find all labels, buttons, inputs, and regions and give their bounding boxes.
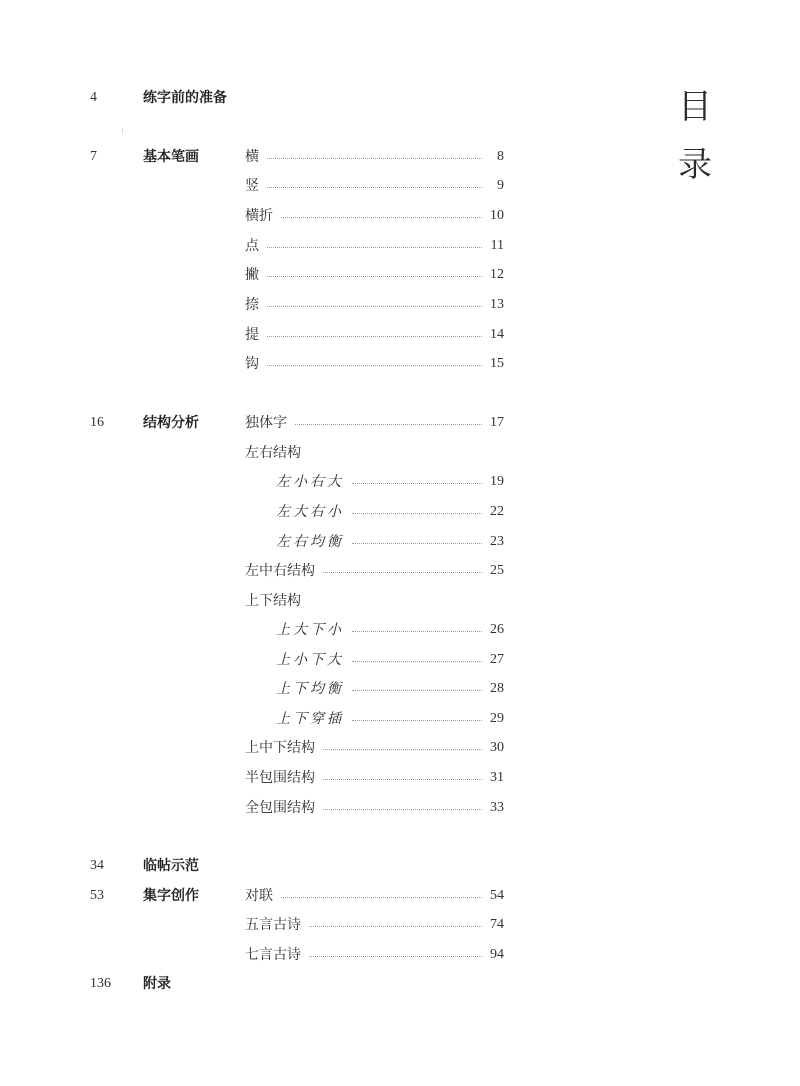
entry-page-number: 26: [490, 622, 504, 637]
entry-label: 上小下大: [276, 652, 344, 668]
entry-label: 捺: [245, 297, 259, 313]
toc-section[interactable]: [0, 854, 800, 878]
toc-entry-row[interactable]: [0, 470, 800, 494]
dot-leader: [267, 247, 482, 248]
toc-group-label: 左右结构: [245, 445, 301, 461]
toc-entry[interactable]: [245, 913, 504, 937]
dot-leader: [281, 897, 482, 898]
toc-subentry[interactable]: [276, 618, 504, 642]
dot-leader: [267, 158, 482, 159]
entry-page-number: 22: [490, 504, 504, 519]
dot-leader: [352, 631, 482, 632]
entry-label: 点: [245, 238, 259, 254]
toc-entry[interactable]: [245, 736, 504, 760]
toc-section[interactable]: [0, 884, 800, 908]
entry-page-number: 25: [490, 563, 504, 578]
entry-page-number: 12: [490, 267, 504, 282]
toc-entry[interactable]: [245, 884, 504, 908]
dot-leader: [352, 483, 482, 484]
entry-label: 上下穿插: [276, 711, 344, 727]
dot-leader: [323, 749, 482, 750]
entry-page-number: 9: [497, 178, 504, 193]
toc-entry-row[interactable]: [0, 174, 800, 198]
section-title: 练字前的准备: [143, 90, 227, 106]
entry-page-number: 17: [490, 415, 504, 430]
entry-label: 上中下结构: [245, 740, 315, 756]
entry-page-number: 31: [490, 770, 504, 785]
toc-entry[interactable]: [245, 293, 504, 317]
toc-section[interactable]: [0, 972, 800, 996]
toc-subentry[interactable]: [276, 707, 504, 731]
toc-entry-row[interactable]: [0, 263, 800, 287]
toc-entry[interactable]: [245, 943, 504, 967]
toc-entry[interactable]: [245, 766, 504, 790]
dot-leader: [281, 217, 482, 218]
entry-label: 撇: [245, 267, 259, 283]
dot-leader: [352, 690, 482, 691]
toc-entry-row[interactable]: [0, 766, 800, 790]
entry-label: 横折: [245, 208, 273, 224]
dot-leader: [267, 306, 482, 307]
dot-leader: [323, 572, 482, 573]
entry-label: 独体字: [245, 415, 287, 431]
entry-page-number: 11: [490, 238, 504, 253]
entry-label: 提: [245, 327, 259, 343]
toc-entry-row[interactable]: [0, 441, 800, 465]
dot-leader: [309, 956, 482, 957]
dot-leader: [323, 779, 482, 780]
entry-page-number: 94: [490, 947, 504, 962]
section-page-number: 7: [90, 149, 97, 164]
page-title-char-1: 目: [678, 87, 712, 127]
toc-entry[interactable]: [245, 234, 504, 258]
toc-entry-row[interactable]: [0, 796, 800, 820]
section-title: 结构分析: [143, 415, 199, 431]
toc-subentry[interactable]: [276, 500, 504, 524]
toc-entry[interactable]: [245, 145, 504, 169]
toc-entry-row[interactable]: [0, 204, 800, 228]
toc-entry[interactable]: [245, 204, 504, 228]
entry-page-number: 10: [490, 208, 504, 223]
entry-label: 五言古诗: [245, 917, 301, 933]
entry-label: 对联: [245, 888, 273, 904]
entry-label: 左大右小: [276, 504, 344, 520]
section-page-number: 53: [90, 888, 104, 903]
toc-entry-row[interactable]: [0, 500, 800, 524]
entry-page-number: 23: [490, 534, 504, 549]
dot-leader: [267, 336, 482, 337]
toc-entry-row[interactable]: [0, 943, 800, 967]
entry-page-number: 54: [490, 888, 504, 903]
section-page-number: 136: [90, 976, 111, 991]
dot-leader: [267, 276, 482, 277]
toc-section[interactable]: [0, 86, 800, 110]
toc-entry-row[interactable]: [0, 677, 800, 701]
toc-entry[interactable]: [245, 323, 504, 347]
toc-entry-row[interactable]: [0, 559, 800, 583]
dot-leader: [352, 720, 482, 721]
toc-entry-row[interactable]: [0, 648, 800, 672]
toc-entry-row[interactable]: [0, 323, 800, 347]
entry-label: 上大下小: [276, 622, 344, 638]
toc-subentry[interactable]: [276, 530, 504, 554]
section-page-number: 34: [90, 858, 104, 873]
entry-label: 半包围结构: [245, 770, 315, 786]
entry-page-number: 30: [490, 740, 504, 755]
entry-page-number: 29: [490, 711, 504, 726]
toc-section[interactable]: [0, 411, 800, 435]
toc-entry[interactable]: [245, 559, 504, 583]
section-title: 附录: [143, 976, 171, 992]
entry-label: 左右均衡: [276, 534, 344, 550]
toc-entry-row[interactable]: [0, 293, 800, 317]
toc-entry-row[interactable]: [0, 618, 800, 642]
entry-page-number: 15: [490, 356, 504, 371]
section-page-number: 16: [90, 415, 104, 430]
toc-entry-row[interactable]: [0, 913, 800, 937]
dot-leader: [352, 543, 482, 544]
entry-page-number: 8: [497, 149, 504, 164]
entry-page-number: 27: [490, 652, 504, 667]
section-title: 临帖示范: [143, 858, 199, 874]
toc-entry-row[interactable]: [0, 589, 800, 613]
entry-label: 上下均衡: [276, 681, 344, 697]
section-page-number: 4: [90, 90, 97, 105]
toc-entry-row[interactable]: [0, 530, 800, 554]
dot-leader: [267, 187, 482, 188]
dot-leader: [295, 424, 482, 425]
toc-subentry[interactable]: [276, 677, 504, 701]
toc-entry-row[interactable]: [0, 736, 800, 760]
toc-entry[interactable]: [245, 174, 504, 198]
entry-label: 竖: [245, 178, 259, 194]
section-title: 集字创作: [143, 888, 199, 904]
dot-leader: [352, 513, 482, 514]
toc-group-label: 上下结构: [245, 593, 301, 609]
entry-label: 全包围结构: [245, 800, 315, 816]
dot-leader: [309, 926, 482, 927]
toc-section[interactable]: [0, 145, 800, 169]
toc-entry-row[interactable]: [0, 234, 800, 258]
toc-entry[interactable]: [245, 352, 504, 376]
entry-page-number: 13: [490, 297, 504, 312]
entry-page-number: 28: [490, 681, 504, 696]
dot-leader: [352, 661, 482, 662]
scan-mark: [122, 128, 123, 134]
dot-leader: [323, 809, 482, 810]
toc-entry-row[interactable]: [0, 352, 800, 376]
entry-page-number: 74: [490, 917, 504, 932]
page-title-char-2: 录: [678, 145, 712, 185]
toc-entry[interactable]: [245, 796, 504, 820]
entry-label: 左小右大: [276, 474, 344, 490]
entry-page-number: 33: [490, 800, 504, 815]
dot-leader: [267, 365, 482, 366]
toc-subentry[interactable]: [276, 648, 504, 672]
entry-label: 钩: [245, 356, 259, 372]
entry-page-number: 14: [490, 327, 504, 342]
toc-entry[interactable]: [245, 411, 504, 435]
entry-label: 左中右结构: [245, 563, 315, 579]
entry-page-number: 19: [490, 474, 504, 489]
toc-entry-row[interactable]: [0, 707, 800, 731]
entry-label: 七言古诗: [245, 947, 301, 963]
section-title: 基本笔画: [143, 149, 199, 165]
toc-entry[interactable]: [245, 263, 504, 287]
toc-subentry[interactable]: [276, 470, 504, 494]
entry-label: 横: [245, 149, 259, 165]
